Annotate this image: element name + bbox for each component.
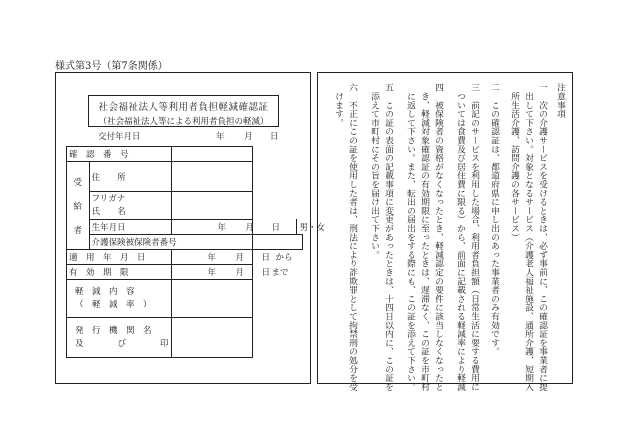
- notes-col-2: 出して下さい。対象となるサービス（介護老人福祉施設、通所介護、短期入: [523, 83, 533, 391]
- notes-col-8: き、軽減対象確認証の有効期限に至ったときは、遅滞なく、この証を市町村: [419, 83, 429, 391]
- issuer-label-cell: [67, 318, 172, 358]
- confirm-number-value: [171, 147, 252, 162]
- issuer-label-1: 発 行 機 関 名: [75, 325, 152, 336]
- certificate-back-panel: [317, 72, 573, 391]
- applied-date-row: [67, 250, 303, 265]
- valid-period-row: [67, 265, 303, 280]
- applied-from-text: から: [275, 253, 293, 263]
- notes-col-10: 五 この証の表面の記載事項に変更があったときは、十四日以内に、この証を: [383, 83, 393, 391]
- gender-choice: 男・女: [299, 223, 326, 233]
- issue-month-unit: 月: [244, 132, 253, 142]
- recipient-char-3: 者: [73, 225, 83, 236]
- birthdate-value: [171, 220, 326, 235]
- address-label: 住 所: [89, 162, 171, 192]
- insured-number-value: [252, 235, 302, 250]
- applied-month-unit: 月: [235, 253, 245, 263]
- birthdate-label: 生年月日: [89, 220, 171, 235]
- birth-year-unit: 年: [217, 223, 227, 233]
- valid-month-unit: 月: [235, 268, 245, 278]
- notes-col-7: 四 被保険者の資格がなくなったとき、軽減認定の要件に該当しなくなったと: [433, 83, 443, 391]
- form-number-label: 様式第3号（第7条関係）: [55, 61, 168, 72]
- birth-month-unit: 月: [245, 223, 255, 233]
- notes-col-11: 添えて市町村にその旨を届け出て下さい。: [369, 83, 379, 259]
- insured-number-row: [67, 235, 303, 250]
- recipient-char-2: 給: [73, 201, 83, 212]
- notes-col-13: けます。: [333, 83, 343, 127]
- applied-date-value: [171, 250, 293, 265]
- name-value: [171, 192, 252, 220]
- certificate-title: 社会福祉法人等利用者負担軽減確認証: [98, 102, 269, 113]
- insured-number-label: 介護保険被保険者番号: [89, 235, 252, 250]
- issue-year-unit: 年: [216, 132, 225, 142]
- applied-day-unit: 日: [261, 253, 271, 263]
- reduction-row: [67, 280, 303, 318]
- furigana-label: フリガナ: [91, 193, 126, 204]
- issue-day-unit: 日: [270, 132, 279, 142]
- issuer-value: [171, 318, 252, 358]
- applied-date-label: 適 用 年 月 日: [67, 250, 172, 265]
- notes-col-6: ついては食費及び居住費に限る）から、前面に記載される軽減率により軽減: [455, 83, 465, 391]
- valid-period-value: [171, 265, 289, 280]
- applied-year-unit: 年: [207, 253, 217, 263]
- notes-col-3: 所生活介護、訪問介護の各サービス）: [509, 83, 519, 242]
- name-row: [67, 192, 303, 220]
- notes-col-12: 六 不正にこの証を使用した者は、刑法により詐欺罪として拘禁刑の処分を受: [347, 83, 357, 391]
- recipient-vertical-label: [67, 162, 90, 250]
- notes-col-4: 二 この確認証は、都道府県に申し出のあった事業者のみ有効です。: [489, 83, 499, 356]
- certificate-table: [66, 146, 326, 358]
- reduction-rate-label: （ 軽 減 率 ）: [75, 299, 152, 310]
- confirm-number-row: [67, 147, 303, 162]
- certificate-front-panel: [55, 72, 326, 384]
- notes-col-9: に返して下さい。また、転出の届出をする際にも、この証を添えて下さい。: [405, 83, 415, 391]
- name-label: 氏 名: [91, 206, 126, 217]
- issuer-row: [67, 318, 303, 358]
- recipient-char-1: 受: [73, 177, 83, 188]
- address-row: [67, 162, 303, 192]
- birthdate-row: [67, 220, 303, 235]
- reduction-label-cell: [67, 280, 172, 318]
- valid-until-text: まで: [271, 268, 289, 278]
- reduction-label: 軽 減 内 容: [75, 286, 135, 297]
- valid-year-unit: 年: [207, 268, 217, 278]
- reduction-value: [171, 280, 252, 318]
- certificate-subtitle: （社会福祉法人等による利用者負担の軽減）: [98, 117, 269, 127]
- notes-heading: 注意事項: [555, 83, 565, 119]
- address-value: [171, 162, 252, 192]
- issue-date-label: 交付年月日: [98, 132, 141, 142]
- issuer-label-2: 及 び 印: [75, 338, 169, 349]
- valid-period-label: 有 効 期 限: [67, 265, 172, 280]
- valid-day-unit: 日: [261, 268, 271, 278]
- issue-date-row: [76, 130, 296, 142]
- birth-day-unit: 日: [271, 223, 281, 233]
- name-label-cell: [89, 192, 171, 220]
- notes-col-5: 三 前記のサービスを利用した場合、利用者負担額（日常生活に要する費用に: [469, 83, 479, 391]
- certificate-title-box: [88, 95, 279, 127]
- notes-col-1: 一 次の介護サービスを受けるときは、必ず事前に、この確認証を事業者に提: [537, 83, 547, 391]
- confirm-number-label: 確 認 番 号: [67, 147, 172, 162]
